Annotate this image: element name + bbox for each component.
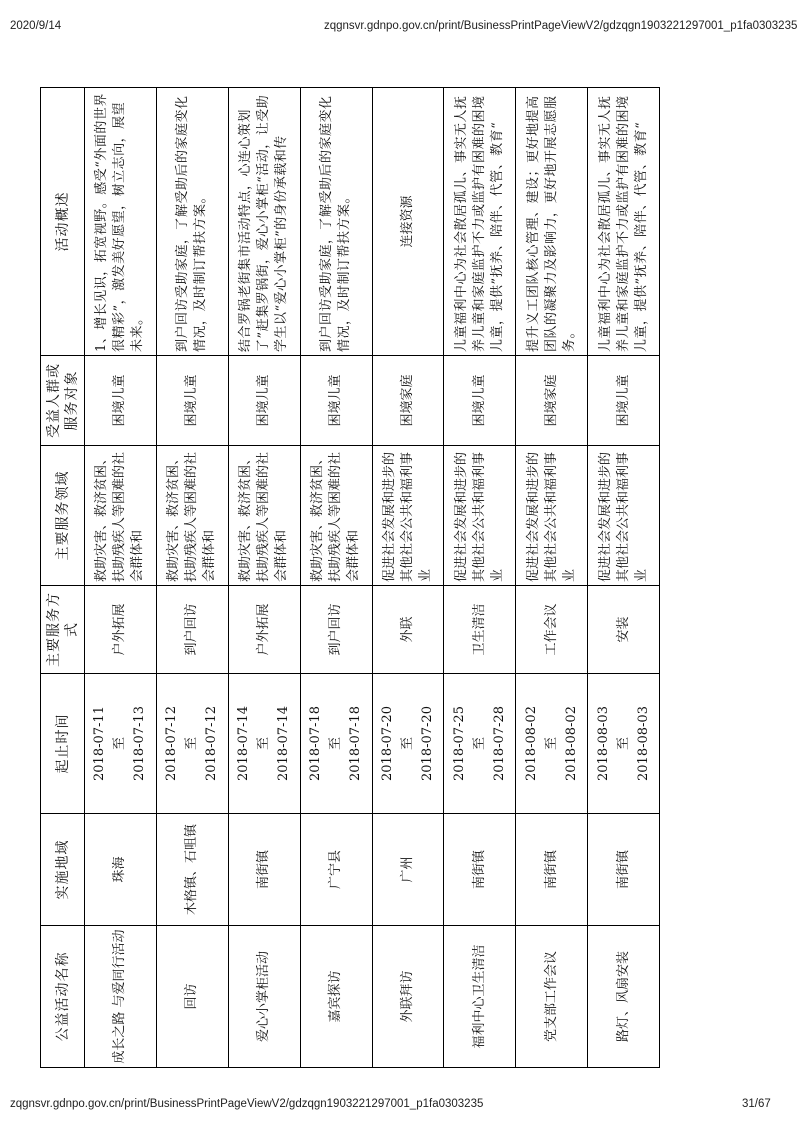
activity-table-container	[40, 88, 660, 1068]
activity-name: 外联拜访	[372, 926, 444, 1068]
activity-method: 户外拓展	[228, 586, 300, 674]
column-header-summary: 活动概述	[41, 88, 85, 356]
activity-field: 促进社会发展和进步的其他社会公共和福利事业	[372, 446, 444, 586]
activity-target: 困境儿童	[300, 356, 372, 446]
activity-field: 救助灾害、救济贫困、扶助残疾人等困难的社会群体和	[156, 446, 228, 586]
activity-method: 安装	[588, 586, 660, 674]
table-row	[516, 88, 588, 1068]
footer-url: zqgnsvr.gdnpo.gov.cn/print/BusinessPrintPageViewV2/gdzqgn1903221297001_p1fa0303235	[10, 1098, 484, 1110]
table-row	[156, 88, 228, 1068]
date-separator: 至	[543, 737, 559, 751]
column-header-region: 实施地域	[41, 814, 85, 926]
activity-period	[444, 674, 516, 814]
activity-field: 救助灾害、救济贫困、扶助残疾人等困难的社会群体和	[85, 446, 157, 586]
column-header-period: 起止时间	[41, 674, 85, 814]
end-date: 2018-07-18	[348, 706, 364, 781]
activity-method: 卫生清洁	[444, 586, 516, 674]
start-date: 2018-07-25	[451, 706, 467, 781]
start-date: 2018-07-20	[379, 706, 395, 781]
activity-region: 南街镇	[444, 814, 516, 926]
print-date: 2020/9/14	[10, 20, 62, 32]
activity-target: 困境家庭	[516, 356, 588, 446]
start-date: 2018-07-11	[92, 706, 108, 781]
activity-target: 困境儿童	[85, 356, 157, 446]
activity-region: 南街镇	[588, 814, 660, 926]
activity-target: 困境儿童	[156, 356, 228, 446]
activity-method: 到户回访	[156, 586, 228, 674]
column-header-method: 主要服务方式	[41, 586, 85, 674]
activity-period	[372, 674, 444, 814]
table-row	[372, 88, 444, 1068]
activity-summary: 提升义工团队核心管理、建设；更好地提高团队的凝聚力及影响力，更好地开展志愿服务。	[516, 88, 588, 356]
activity-name: 路灯、风扇安装	[588, 926, 660, 1068]
activity-region: 广州	[372, 814, 444, 926]
column-header-name: 公益活动名称	[41, 926, 85, 1068]
table-row	[300, 88, 372, 1068]
activity-field: 促进社会发展和进步的其他社会公共和福利事业	[444, 446, 516, 586]
activity-region: 南街镇	[228, 814, 300, 926]
activity-method: 户外拓展	[85, 586, 157, 674]
activity-summary: 到户回访受助家庭，了解受助后的家庭变化情况，及时制订帮扶方案。	[156, 88, 228, 356]
date-separator: 至	[184, 737, 200, 751]
start-date: 2018-07-14	[236, 706, 252, 781]
activity-method: 到户回访	[300, 586, 372, 674]
date-separator: 至	[112, 737, 128, 751]
activity-field: 促进社会发展和进步的其他社会公共和福利事业	[516, 446, 588, 586]
start-date: 2018-08-02	[523, 706, 539, 781]
activity-field: 救助灾害、救济贫困、扶助残疾人等困难的社会群体和	[228, 446, 300, 586]
activity-period	[588, 674, 660, 814]
table-row	[588, 88, 660, 1068]
end-date: 2018-07-28	[491, 706, 507, 781]
activity-name: 党支部工作会议	[516, 926, 588, 1068]
end-date: 2018-07-13	[132, 706, 148, 781]
activity-summary: 儿童福利中心为社会散居孤儿、事实无人抚养儿童和家庭监护不力或监护有困难的困境儿童，提供”抚养、陪伴、代管、教育“	[588, 88, 660, 356]
activity-period	[228, 674, 300, 814]
table-row	[444, 88, 516, 1068]
date-separator: 至	[328, 737, 344, 751]
activity-period	[516, 674, 588, 814]
activity-table	[40, 87, 660, 1068]
page-number: 31/67	[742, 1098, 771, 1110]
end-date: 2018-07-14	[276, 706, 292, 781]
activity-name: 成长之路 与爱同行活动	[85, 926, 157, 1068]
start-date: 2018-07-12	[164, 706, 180, 781]
start-date: 2018-07-18	[308, 706, 324, 781]
activity-region: 广宁县	[300, 814, 372, 926]
table-row	[228, 88, 300, 1068]
activity-period	[300, 674, 372, 814]
activity-method: 工作会议	[516, 586, 588, 674]
start-date: 2018-08-03	[595, 706, 611, 781]
activity-region: 木格镇、石咀镇	[156, 814, 228, 926]
header-url: zqgnsvr.gdnpo.gov.cn/print/BusinessPrintPageViewV2/gdzqgn1903221297001_p1fa0303235	[324, 20, 798, 32]
activity-field: 救助灾害、救济贫困、扶助残疾人等困难的社会群体和	[300, 446, 372, 586]
activity-target: 困境儿童	[588, 356, 660, 446]
activity-method: 外联	[372, 586, 444, 674]
end-date: 2018-07-12	[204, 706, 220, 781]
table-row	[85, 88, 157, 1068]
activity-summary: 到户回访受助家庭，了解受助后的家庭变化情况，及时制订帮扶方案。	[300, 88, 372, 356]
activity-field: 促进社会发展和进步的其他社会公共和福利事业	[588, 446, 660, 586]
activity-region: 珠海	[85, 814, 157, 926]
end-date: 2018-08-03	[635, 706, 651, 781]
activity-summary: 儿童福利中心为社会散居孤儿、事实无人抚养儿童和家庭监护不力或监护有困难的困境儿童，提供”抚养、陪伴、代管、教育“	[444, 88, 516, 356]
activity-period	[85, 674, 157, 814]
date-separator: 至	[471, 737, 487, 751]
activity-target: 困境家庭	[372, 356, 444, 446]
activity-name: 福利中心卫生清洁	[444, 926, 516, 1068]
activity-target: 困境儿童	[444, 356, 516, 446]
column-header-field: 主要服务领域	[41, 446, 85, 586]
activity-summary: 结合罗锅老街集市活动特点，心连心策划了”赶集罗锅街，爱心小掌柜“活动，让受助学生以“爱心小掌柜”的身份承载和传	[228, 88, 300, 356]
activity-name: 爱心小掌柜活动	[228, 926, 300, 1068]
activity-target: 困境儿童	[228, 356, 300, 446]
column-header-target: 受益人群或服务对象	[41, 356, 85, 446]
activity-name: 嘉宾探访	[300, 926, 372, 1068]
date-separator: 至	[399, 737, 415, 751]
activity-region: 南街镇	[516, 814, 588, 926]
date-separator: 至	[256, 737, 272, 751]
date-separator: 至	[615, 737, 631, 751]
end-date: 2018-08-02	[563, 706, 579, 781]
activity-summary: 连接资源	[372, 88, 444, 356]
table-header-row	[41, 88, 85, 1068]
activity-summary: 1、增长见识，拓宽视野。感受“外面的世界很精彩”，激发美好愿望，树立志向，展望未来。	[85, 88, 157, 356]
activity-period	[156, 674, 228, 814]
end-date: 2018-07-20	[419, 706, 435, 781]
activity-name: 回访	[156, 926, 228, 1068]
